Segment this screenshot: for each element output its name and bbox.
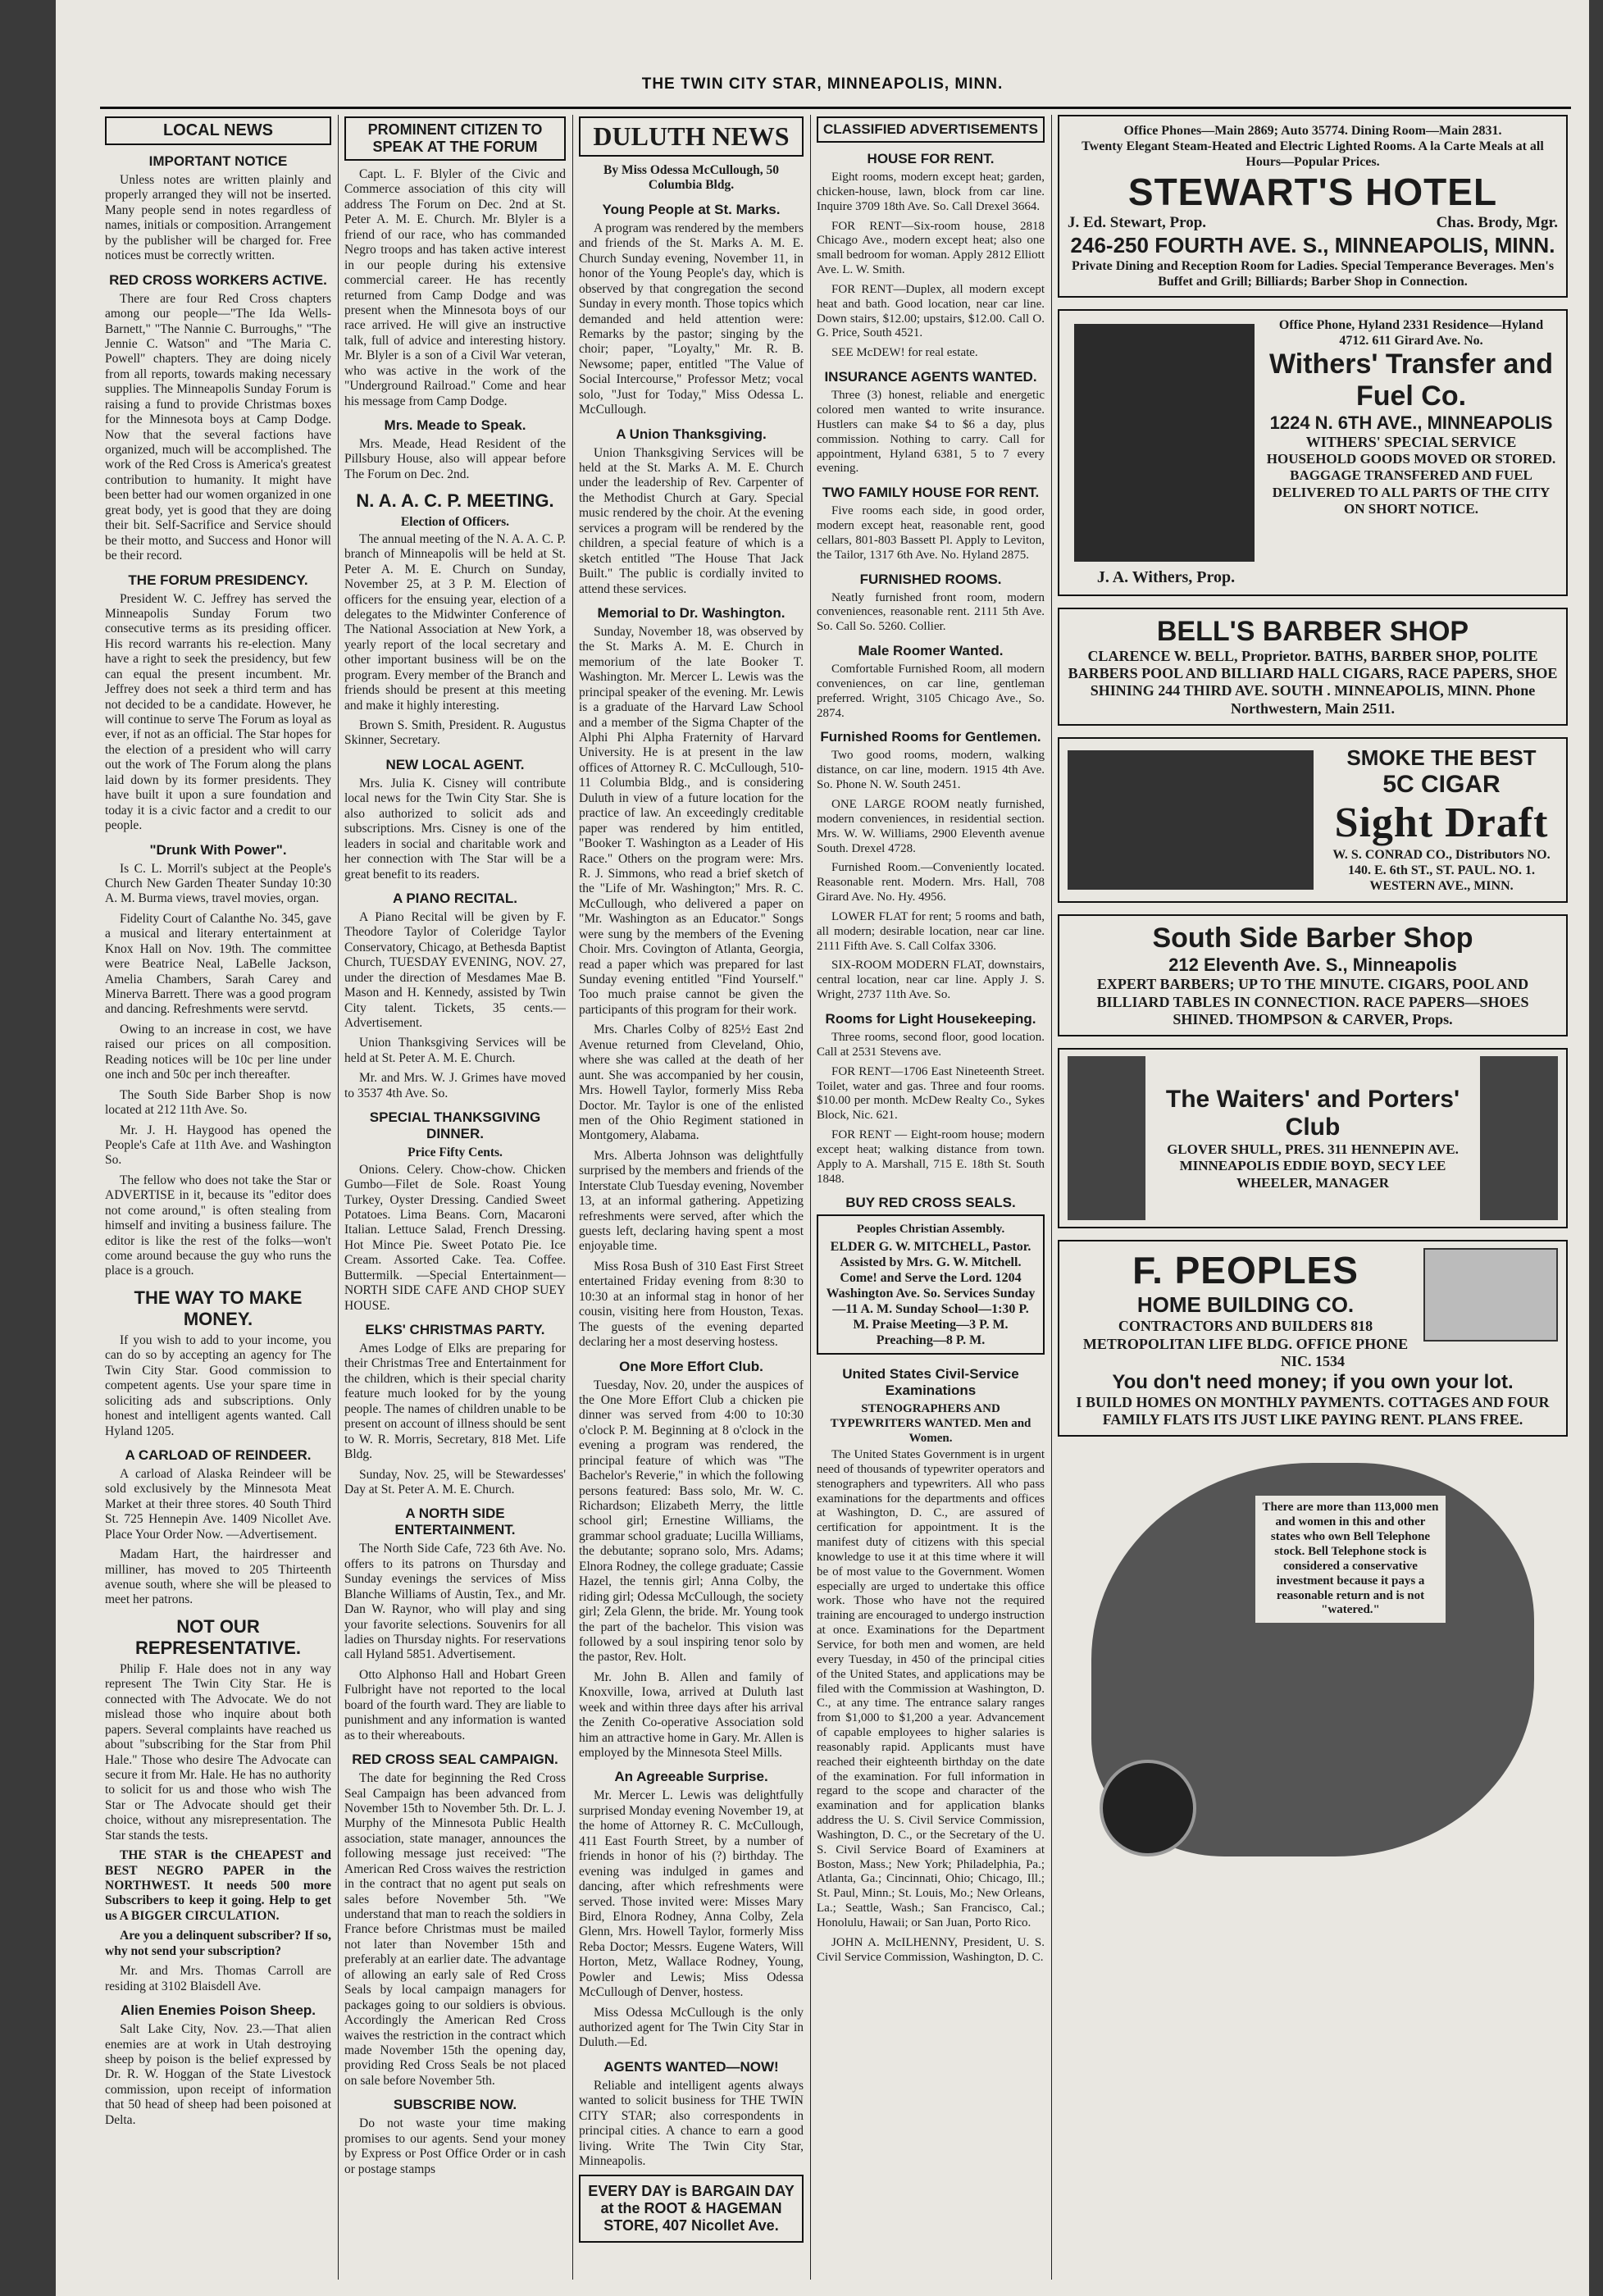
pointing-hand-image <box>1091 1463 1534 1856</box>
ad-service: WITHERS' SPECIAL SERVICE <box>1305 433 1517 450</box>
headline: Young People at St. Marks. <box>602 201 781 217</box>
article-text: Brown S. Smith, President. R. Augustus Skinner, Secretary. <box>344 718 566 748</box>
section-header: CLASSIFIED ADVERTISEMENTS <box>817 116 1045 143</box>
bargain-ad: EVERY DAY is BARGAIN DAY at the ROOT & HAGEMAN STORE, 407 Nicollet Ave. <box>579 2175 804 2243</box>
subheadline: STENOGRAPHERS AND TYPEWRITERS WANTED. Men and Women. <box>830 1402 1031 1446</box>
classified-text: FOR RENT — Eight-room house; modern except heat; walking distance from town. Apply to A. Marshall, 715 E. 18th St. South 1848. <box>817 1128 1045 1186</box>
headline: "Drunk With Power". <box>149 841 287 858</box>
article-text: President W. C. Jeffrey has served the Minneapolis Sunday Forum two consecutive terms as its presiding officer. His record warrants his re-election. Many have a right to seek the presidency, but few can equal the present incumbent. Mr. Jeffrey does not seek a third term and has not decided to be a candidate. However, he will continue to serve The Forum as loyal as ever, if not as an official. The Star hopes for the election of a president who will carry out the work of The Forum along the plans laid down by its former presidents. They have built it upon a sure foundation and today it is a civic factor and a credit to our people. <box>105 591 331 833</box>
classified-text: Comfortable Furnished Room, all modern conveniences, on car line, gentleman preferred. Wright, 3105 Chicago Ave., So. 2874. <box>817 663 1045 720</box>
article-text: Mr. J. H. Haygood has opened the People's Cafe at 11th Ave. and Washington So. <box>105 1123 331 1168</box>
ad-title: Peoples Christian Assembly. <box>856 1223 1005 1237</box>
article-text: Mr. Mercer L. Lewis was delightfully surprised Monday evening November 19, at the home of Attorney R. C. McCullough, 411 East Fourth Street, by a number of friends in honor of his (?) birthday. The evening was indulged in games and dancing, after which refreshments were served. Those invited were: Misses Mary Bird, Elnora Rodney, Anna Colby, Zela Glenn, Mrs. Howell Taylor, formerly Miss Reba Doctor; Messrs. Eugene Waters, Will Horton, Metz, Wallace Rodney, Young, Powler and Lewis; Miss Odessa McCullough of Denver, hostess. <box>579 1788 804 2000</box>
headline: RED CROSS WORKERS ACTIVE. <box>109 271 327 288</box>
headline: RED CROSS SEAL CAMPAIGN. <box>352 1752 558 1768</box>
article-text: Sunday, Nov. 25, will be Stewardesses' Day at St. Peter A. M. E. Church. <box>344 1467 566 1496</box>
column-divider <box>338 115 339 2280</box>
waiter-figure-image <box>1068 1056 1145 1220</box>
ad-text: CLARENCE W. BELL, Proprietor. BATHS, BARBER SHOP, POLITE BARBERS POOL AND BILLIARD HALL CIGARS, RACE PAPERS, SHOE SHINING 244 THIRD AVE. SOUTH . MINNEAPOLIS, MINN. Phone Northwestern, Main 2511. <box>1068 647 1558 717</box>
headline: IMPORTANT NOTICE <box>148 153 288 169</box>
column-forum <box>344 115 566 2280</box>
ad-title: F. PEOPLES <box>1132 1249 1359 1292</box>
classified-text: SEE McDEW! for real estate. <box>831 346 978 360</box>
article-text: Mr. and Mrs. W. J. Grimes have moved to 3537 4th Ave. So. <box>344 1071 566 1100</box>
article-text: A carload of Alaska Reindeer will be sold exclusively by the Minnesota Meat Market at their three stores. 40 South Third St. 725 Hennepin Ave. 1409 Nicollet Ave. Place Your Order Now. —Advertisement. <box>105 1466 331 1542</box>
stewart-hotel-ad <box>1058 115 1568 298</box>
column-classified <box>817 115 1045 2280</box>
ad-subtitle: HOME BUILDING CO. <box>1136 1292 1355 1318</box>
classified-text: Eight rooms, modern except heat; garden, chicken-house, lawn, block from car line. Inquire 3709 18th Ave. So. Call Drexel 3664. <box>817 171 1045 213</box>
ad-tagline: Twenty Elegant Steam-Heated and Electric Lighted Rooms. A la Carte Meals at all Hours—Popular Prices. <box>1082 139 1544 170</box>
classified-text: Two good rooms, modern, walking distance, on car line, modern. 1915 4th Ave. So. Phone N. W. South 2451. <box>817 749 1045 792</box>
article-text: Capt. L. F. Blyler of the Civic and Commerce association of this city will address The Forum on Dec. 2nd at St. Peter A. M. E. Church. Mr. Blyler is a friend of our race, who has commanded Negro troops and has taken active interest in our people during his extensive commercial career. He has recently returned from Camp Dodge and was present when the Minnesota boys of our race arrived. He will give an instructive talk, full of advice and interesting history. Mr. Blyler is a son of a Civil War veteran, who was active in the work of the "Underground Railroad." Come and hear his message from Camp Dodge. <box>344 167 566 408</box>
classified-text: Furnished Room.—Conveniently located. Reasonable rent. Modern. Mrs. Hall, 708 Girard Ave. No. Hy. 4956. <box>817 861 1045 904</box>
portrait-image <box>1074 324 1255 562</box>
article-text: JOHN A. McILHENNY, President, U. S. Civil Service Commission, Washington, D. C. <box>817 1935 1045 1964</box>
newspaper-page <box>56 0 1589 2296</box>
headline: ELKS' CHRISTMAS PARTY. <box>365 1322 545 1337</box>
ad-address: 212 Eleventh Ave. S., Minneapolis <box>1168 954 1457 976</box>
headline: BUY RED CROSS SEALS. <box>845 1195 1016 1211</box>
bells-barber-ad <box>1058 608 1568 727</box>
ad-proprietor: J. Ed. Stewart, Prop. <box>1068 214 1207 232</box>
classified-text: Five rooms each side, in good order, modern except heat, reasonable rent, good cellars, 801-803 Bassett Pl. Apply to Leviton, the Tailor, 1317 6th Ave. No. Hyland 2875. <box>817 504 1045 562</box>
classified-text: ONE LARGE ROOM neatly furnished, modern conveniences, in residential section. Mrs. W. W. Williams, 2900 Eleventh avenue South. Drexel 4728. <box>817 798 1045 855</box>
headline: Alien Enemies Poison Sheep. <box>120 2002 317 2019</box>
ad-manager: Chas. Brody, Mgr. <box>1436 214 1558 232</box>
ad-text: W. S. CONRAD CO., Distributors NO. 140. E. 6th ST., ST. PAUL. NO. 1. WESTERN AVE., MINN. <box>1332 848 1551 894</box>
ad-text: EXPERT BARBERS; UP TO THE MINUTE. CIGARS, POOL AND BILLIARD TABLES IN CONNECTION. RACE PAPERS—SHOES SHINED. THOMPSON & CARVER, Props. <box>1096 976 1529 1027</box>
article-text: The fellow who does not take the Star or ADVERTISE in it, because its "editor does not come around," is often stealing from himself and inviting a business failure. The editor is like the rest of the folks—won't come around because the guy who runs the place is a grouch. <box>105 1173 331 1278</box>
ad-phones: Office Phone, Hyland 2331 Residence—Hyland 4712. 611 Girard Ave. No. <box>1278 317 1544 348</box>
article-text: Is C. L. Morril's subject at the People's Church New Garden Theater Sunday 10:30 A. M. Burma views, travel movies, organ. <box>105 861 331 906</box>
article-text: Mrs. Charles Colby of 825½ East 2nd Avenue returned from Cleveland, Ohio, where she was called at the death of her aunt. She was accompanied by her cousin, Mrs. Howell Taylor, formerly Miss Reba Doctor. Mr. Taylor is one of the enlisted men of the Ohio Regiment stationed in Montgomery, Alabama. <box>579 1023 804 1143</box>
headline: Mrs. Meade to Speak. <box>384 417 526 433</box>
classified-text: FOR RENT—1706 East Nineteenth Street. Toilet, water and gas. Three and four rooms. $10.00 per month. McDew Realty Co., Sykes Block, Nic. 621. <box>817 1064 1045 1123</box>
ad-text: ELDER G. W. MITCHELL, Pastor. Assisted by Mrs. G. W. Mitchell. Come! and Serve the Lord. 1204 Washington Ave. So. Services Sunday—11 A. M. Sunday School—1:30 P. M. Praise Meeting—3 P. M. Preaching—8 P. M. <box>826 1240 1036 1348</box>
article-text: Otto Alphonso Hall and Hobart Green Fulbright have not reported to the local board of the fourth ward. They are liable to punishment and any information is wanted as to their whereabouts. <box>344 1667 566 1742</box>
subheadline: Price Fifty Cents. <box>408 1146 503 1160</box>
masthead-rule <box>100 107 1571 109</box>
bell-system-logo-icon <box>1100 1760 1196 1856</box>
bell-telephone-ad <box>1058 1448 1568 1871</box>
article-text: Mr. John B. Allen and family of Knoxville, Iowa, arrived at Duluth last week and within three days after his arrival the Zenith Co-operative Association sold him an attractive home in Gary. Mr. Allen is employed by the Minnesota Steel Mills. <box>579 1670 804 1760</box>
ad-text: HOUSEHOLD GOODS MOVED OR STORED. BAGGAGE TRANSFERED AND FUEL DELIVERED TO ALL PARTS OF THE CITY ON SHORT NOTICE. <box>1266 451 1556 517</box>
article-text: Fidelity Court of Calanthe No. 345, gave a musical and literary entertainment at Knox Hall on Nov. 19th. The committee were Beatrice Neal, LaBelle Jackson, Amelia Chambers, Sarah Carey and Minerva Barrett. There was a good program and dancing. Refreshments were servtd. <box>105 911 331 1017</box>
column-divider <box>810 115 811 2280</box>
headline: NEW LOCAL AGENT. <box>385 756 525 772</box>
article-text: Salt Lake City, Nov. 23.—That alien enemies are at work in Utah destroying sheep by poison is the belief expressed by Dr. R. W. Hoggan of the State Livestock commission, upon receipt of information that 50 head of sheep had been poisoned at Delta. <box>105 2022 331 2127</box>
article-text: A Piano Recital will be given by F. Theodore Taylor of Coleridge Taylor Conservatory, Chicago, at Bethesda Baptist Church, TUESDAY EVENING, NOV. 27, under the direction of Mesdames Mae B. Mason and H. Kennedy, assisted by Twin City talent. Tickets, 35 cents.—Advertisement. <box>344 909 566 1030</box>
headline: A PIANO RECITAL. <box>392 890 518 906</box>
article-text: The date for beginning the Red Cross Seal Campaign has been advanced from November 15th to November 5th. Dr. L. J. Murphy of the Minnesota Public Health association, state manager, announces the following message just received: "The American Red Cross waives the restriction in the contract that no agent put seals on sales before November 5th. "We understand that man to reach the soldiers in France before Christmas must be mailed not later than November 15th and preferably at an earlier date. The advantage of allowing an early sale of Red Cross Seals by local campaign managers for packages going to our soldiers is obvious. Accordingly the American Red Cross waives the restriction in the contract which made November 15th the opening day, providing Red Cross Seals be not placed on sale before November 5th. <box>344 1771 566 2088</box>
headline: SPECIAL THANKSGIVING DINNER. <box>369 1109 541 1142</box>
article-text: Madam Hart, the hairdresser and milliner, has moved to 205 Thirteenth avenue south, where she will be pleased to meet her patrons. <box>105 1547 331 1607</box>
article-text: Mrs. Julia K. Cisney will contribute local news for the Twin City Star. She is also authorized to solicit ads and subscriptions. Mrs. Cisney is one of the leaders in social and charitable work and her connection with The Star will be a great benefit to its readers. <box>344 776 566 882</box>
classified-text: FOR RENT—Six-room house, 2818 Chicago Ave., modern except heat; also one small bedroom for woman. Apply 2812 Elliott Ave. L. W. Smith. <box>817 219 1045 277</box>
article-text: Are you a delinquent subscriber? If so, why not send your subscription? <box>105 1929 331 1958</box>
ad-title: The Waiters' and Porters' Club <box>1165 1086 1460 1141</box>
column-duluth-news <box>579 115 804 2280</box>
cigar-box-image <box>1068 750 1314 890</box>
withers-transfer-ad <box>1058 309 1568 596</box>
article-text: Tuesday, Nov. 20, under the auspices of the One More Effort Club a chicken pie dinner was served from 4:00 to 10:30 o'clock P. M. Beginning at 8 o'clock in the evening a program was rendered, the principal feature of which was "The Bachelor's Reverie," in which the following persons featured: Bass solo, Mr. W. C. Richardson; Elizabeth Merry, the little school girl; Ernestine Williams, the grammar school graduate; Lucilla Williams, the debutante; soprano solo, Mrs. Adams; Elnora Rodney, the college graduate; Cassie Hazel, the tennis girl; Anna Colby, the riding girl; Odessa McCullough, the society girl; Zela Glenn, the bride. Mr. Young took the part of the bachelor. This vision was followed by a soul inspiring tenor solo by the pastor, Rev. Holt. <box>579 1378 804 1665</box>
article-text: A program was rendered by the members and friends of the St. Marks A. M. E. Church Sunday evening, November 11, in honor of the Young People's day, which is observed by that congregation the second Sunday in every month. Those topics which demanded and held attention were: Remarks by the pastor; singing by the choir; paper, "Loyalty," Mr. R. B. Newsome; paper, entitled "The Value of Social Intercourse," Professor Metz; vocal solo, "Just for Today," Miss Odessa L. McCullough. <box>579 221 804 417</box>
headline: One More Effort Club. <box>619 1358 763 1374</box>
classified-text: LOWER FLAT for rent; 5 rooms and bath, all modern; desirable location, near car line. 2111 Fifth Ave. S. Call Colfax 3306. <box>817 909 1045 953</box>
article-text: Owing to an increase in cost, we have raised our prices on all composition. Reading notices will be 10c per line under one inch and 50c per inch thereafter. <box>105 1022 331 1082</box>
ad-address: 1224 N. 6TH AVE., MINNEAPOLIS <box>1269 412 1553 433</box>
headline: United States Civil-Service Examinations <box>842 1366 1019 1399</box>
ad-title: BELL'S BARBER SHOP <box>1156 615 1469 647</box>
house-image <box>1423 1248 1558 1342</box>
article-text: If you wish to add to your income, you can do so by accepting an agency for The Twin City Star. Good commission to competent agents. Use your spare time in soliciting ads and subscriptions. Only honest and intelligent agents wanted. Call Hyland 1205. <box>105 1332 331 1438</box>
column-divider <box>572 115 573 2280</box>
headline: THE WAY TO MAKE MONEY. <box>134 1287 303 1329</box>
classified-text: FOR RENT—Duplex, all modern except heat and bath. Good location, near car line. Down stairs, $12.00; upstairs, $12.00. Call O. G. Price, South 4521. <box>817 282 1045 340</box>
ad-text: CONTRACTORS AND BUILDERS 818 METROPOLITAN LIFE BLDG. OFFICE PHONE NIC. 1534 <box>1082 1318 1409 1370</box>
ad-price: 5C CIGAR <box>1382 771 1501 799</box>
ad-text: There are more than 113,000 men and women in this and other states who own Bell Telephone stock. Bell Telephone stock is considered a conservative investment because it pays a reasonable return and is not "watered." <box>1255 1496 1446 1623</box>
masthead: THE TWIN CITY STAR, MINNEAPOLIS, MINN. <box>641 75 1004 93</box>
classified-text: Three rooms, second floor, good location. Call at 2531 Stevens ave. <box>817 1030 1045 1059</box>
headline: A CARLOAD OF REINDEER. <box>125 1446 312 1463</box>
headline: A Union Thanksgiving. <box>616 426 767 442</box>
article-text: Philip F. Hale does not in any way represent The Twin City Star. He is connected with The Advocate. We do not mislead those who inquire about both papers. Several complaints have reached us about "subscribing for the Star from Phil Hale." Those who desire The Advocate can secure it from Mr. Hale. He has no authority to solicit for us and those who wish The Star or The Advocate should get their choice, without any misrepresentation. The Star stands the tests. <box>105 1661 331 1843</box>
section-header: LOCAL NEWS <box>105 116 331 145</box>
article-text: Mrs. Alberta Johnson was delightfully surprised by the members and friends of the Interstate Club Tuesday evening, November 13, at an informal gathering. Appetizing refreshments were served, after which the guests left, declaring having spent a most enjoyable time. <box>579 1148 804 1254</box>
menu-text: Onions. Celery. Chow-chow. Chicken Gumbo—Filet de Sole. Roast Young Turkey, Oyster Dressing. Candied Sweet Potatoes. Lima Beans. Corn, Macaroni Italian. Lettuce Salad, French Dressing. Hot Mince Pie. Sweet Potato Pie. Ice Cream. Assorted Cake. Tea. Coffee. Buttermilk. —Special Entertainment— NORTH SIDE CAFE AND CHOP SUEY HOUSE. <box>344 1162 566 1313</box>
headline: An Agreeable Surprise. <box>614 1769 768 1785</box>
ad-proprietor: J. A. Withers, Prop. <box>1096 567 1236 586</box>
article-text: The South Side Barber Shop is now located at 212 11th Ave. So. <box>105 1087 331 1118</box>
ad-title: South Side Barber Shop <box>1152 922 1473 954</box>
headline: INSURANCE AGENTS WANTED. <box>824 369 1037 385</box>
article-text: Do not waste your time making promises to our agents. Send your money by Express or Post Office Order or in cash or postage stamps <box>344 2116 566 2176</box>
article-text: The North Side Cafe, 723 6th Ave. No. offers to its patrons on Thursday and Sunday evenings the services of Miss Blanche Williams of Austin, Tex., and Mr. Dan W. Raynor, who will play and sing your favorite selections. Souvenirs for all ladies on Thursday nights. For reservations call Hyland 5851. Advertisement. <box>344 1542 566 1662</box>
article-text: Ames Lodge of Elks are preparing for their Christmas Tree and Entertainment for the children, which is their special charity feature much looked for by the young people. The names of children unable to be present on account of illness should be sent to W. R. Morris, Secretary, 818 Met. Life Bldg. <box>344 1342 566 1462</box>
subheadline: Election of Officers. <box>400 515 510 530</box>
ad-tagline: SMOKE THE BEST <box>1346 745 1537 771</box>
section-header: DULUTH NEWS <box>579 116 804 157</box>
classified-text: Three (3) honest, reliable and energetic colored men wanted to write insurance. Hustlers can make $4 to $6 a day, plus commission. Nothing to carry. Call for appointment, Hyland 6381, 5 to 7 every evening. <box>817 389 1045 476</box>
section-header: PROMINENT CITIZEN TO SPEAK AT THE FORUM <box>344 116 566 161</box>
article-text: Union Thanksgiving Services will be held at St. Peter A. M. E. Church. <box>344 1036 566 1065</box>
headline: Furnished Rooms for Gentlemen. <box>820 729 1041 745</box>
article-text: Union Thanksgiving Services will be held at the St. Marks A. M. E. Church under the leadership of Rev. Carpenter of the Methodist Church at Gary. Special music rendered by the choir. At the evening services a program will be rendered by the children, a special feature of which is a sketch entitled "The House That Jack Built." The public is cordially invited to attend these services. <box>579 445 804 596</box>
assembly-ad <box>817 1214 1045 1355</box>
ad-text: GLOVER SHULL, PRES. 311 HENNEPIN AVE. MINNEAPOLIS EDDIE BOYD, SECY LEE WHEELER, MANAGER <box>1167 1141 1459 1191</box>
peoples-home-building-ad <box>1058 1240 1568 1437</box>
headline: A NORTH SIDE ENTERTAINMENT. <box>394 1506 516 1538</box>
sight-draft-cigar-ad <box>1058 737 1568 903</box>
article-text: Reliable and intelligent agents always wanted to solicit business for THE TWIN CITY STAR; also correspondents in principal cities. A chance to earn a good living. Write The Twin City Star, Minneapolis. <box>579 2078 804 2169</box>
article-text: Unless notes are written plainly and properly arranged they will not be inserted. Many people send in notes regardless of names, initials or composition. Arrangement by the publisher will be charged for. Free notices must be correctly written. <box>105 173 331 263</box>
waiters-porters-club-ad <box>1058 1048 1568 1228</box>
headline: Rooms for Light Housekeeping. <box>825 1010 1036 1027</box>
headline: Male Roomer Wanted. <box>858 643 1004 659</box>
article-text: Sunday, November 18, was observed by the St. Marks A. M. E. Church in memorium of the late Booker T. Washington. Mr. Mercer L. Lewis was the principal speaker of the evening. Mr. Lewis is a graduate of the Harvard Law School and a member of the Sigma Chapter of the Alphi Phi Alpha Fraternity of Harvard University. He is at present in the law offices of Attorney R. C. McCullough, 510-11 Columbia Bldg., and is considering Duluth in view of a future location for the practice of law. An exceedingly creditable paper was rendered by him entitled, "Booker T. Washington as a Leader of His Race." Others on the program were: Mrs. R. J. Simmons, who read a brief sketch of the "Life of Mr. Washington;" Mrs. R. C. McCullough, who delivered a paper on "Mr. Washington as an Educator." Songs were sung by the members of the Evening Choir. Mrs. Covington of Atlanta, Georgia, read a paper which was prepared for last Sunday evening entitled "Find Yourself." Too much praise cannot be given the participants of this program for their work. <box>579 624 804 1017</box>
article-text: The United States Government is in urgent need of thousands of typewriter operators and stenographers and typewriters. All who pass examinations for the departments and offices at Washington, D. C., are assured of certification for appointment. It is the manifest duty of citizens with this special knowledge to use it at this time where it will be of most value to the Government. Women especially are urged to undertake this office work. Those who have not the required training are encouraged to undergo instruction at once. Examinations for the Department Service, for both men and women, are held every Tuesday, in 450 of the principal cities of the United States, and applications may be filed with the Commission at Washington, D. C., at any time. The entrance salary ranges from $1,000 to $1,200 a year. Advancement of capable employees to higher salaries is reasonably rapid. Applicants must have reached their eighteenth birthday on the date of the examination. For full information in regard to the scope and character of the examination and for application blanks address the U. S. Civil Service Commission, Washington, D. C., or the Secretary of the U. S. Civil Service Board of Examiners at Boston, Mass.; New York; Philadelphia, Pa.; Atlanta, Ga.; Cincinnati, Ohio; Chicago, Ill.; St. Paul, Minn.; St. Louis, Mo.; New Orleans, La.; Seattle, Wash.; San Francisco, Cal.; Honolulu, Hawaii; or San Juan, Porto Rico. <box>817 1448 1045 1929</box>
column-divider <box>1051 115 1052 2280</box>
ad-title: STEWART'S HOTEL <box>1127 171 1498 214</box>
column-local-news <box>105 115 331 2280</box>
article-text: There are four Red Cross chapters among our people—"The Ida Wells-Barnett," "The Nannie C. Burroughs," "The Jennie C. Watson" and "The Maria C. Powell" chapters. They are doing nicely from all reports, towards making necessary supplies. The Minneapolis Sunday Forum is raising a fund to provide Christmas boxes for the Minnesota boys at Camp Dodge. Now that the several factions have organized, much will be accomplished. The work of the Red Cross is America's greatest contribution to humanity. It might have been better had our women organized in one great body, yet is good that they are doing their bit. Self-Sacrifice and Service should be their motto, and Success and Honor will be their record. <box>105 291 331 563</box>
article-text: Miss Rosa Bush of 310 East First Street entertained Friday evening from 8:30 to 10:30 at an informal stag in honor of her cousin, visiting here from Houston, Texas. The guests of the evening departed declaring her a most deserving hostess. <box>579 1259 804 1350</box>
classified-text: Neatly furnished front room, modern conveniences, reasonable rent. 2111 5th Ave. So. Call So. 5260. Collier. <box>817 590 1045 634</box>
ad-address: 246-250 FOURTH AVE. S., MINNEAPOLIS, MINN. <box>1070 232 1555 257</box>
classified-text: SIX-ROOM MODERN FLAT, downstairs, central location, near car line. Apply J. S. Wright, 2737 11th Ave. So. <box>817 959 1045 1002</box>
headline: HOUSE FOR RENT. <box>867 151 995 166</box>
ad-title: Sight Draft <box>1334 800 1549 847</box>
south-side-barber-ad <box>1058 914 1568 1036</box>
article-text: THE STAR is the CHEAPEST and BEST NEGRO PAPER in the NORTHWEST. It needs 500 more Subscribers to keep it going. Help to get us A BIGGER CIRCULATION. <box>105 1848 331 1923</box>
ad-text: I BUILD HOMES ON MONTHLY PAYMENTS. COTTAGES AND FOUR FAMILY FLATS ITS JUST LIKE PAYING RENT. PLANS FREE. <box>1076 1393 1550 1428</box>
article-text: Miss Odessa McCullough is the only authorized agent for The Twin City Star in Duluth.—Ed. <box>579 2005 804 2050</box>
article-text: Mrs. Meade, Head Resident of the Pillsbury House, also will appear before The Forum on Dec. 2nd. <box>344 437 566 481</box>
headline: SUBSCRIBE NOW. <box>393 2097 517 2113</box>
headline: TWO FAMILY HOUSE FOR RENT. <box>822 485 1040 501</box>
ad-phones: Office Phones—Main 2869; Auto 35774. Dining Room—Main 2831. <box>1123 124 1502 138</box>
ad-text: Private Dining and Reception Room for Ladies. Special Temperance Beverages. Men's Buffet and Grill; Billiards; Barber Shop in Connection. <box>1071 258 1555 289</box>
headline: AGENTS WANTED—NOW! <box>603 2058 779 2075</box>
byline: By Miss Odessa McCullough, 50 Columbia Bldg. <box>603 163 779 193</box>
ad-title: Withers' Transfer and Fuel Co. <box>1269 348 1553 412</box>
article-text: The annual meeting of the N. A. A. C. P. branch of Minneapolis will be held at St. Peter A. M. E. Church on Sunday, November 25, at 3 P. M. Election of officers for the ensuing year, election of a delegates to the Midwinter Conference of The National Association at New York, a yearly report of the local secretary and other important business will be on the program. Every member of the Branch and friends should be present at this meeting and make it highly interesting. <box>344 531 566 713</box>
headline: Memorial to Dr. Washington. <box>597 604 786 621</box>
headline: THE FORUM PRESIDENCY. <box>128 572 308 588</box>
headline: N. A. A. C. P. MEETING. <box>356 490 554 512</box>
column-ads <box>1058 115 1568 2280</box>
ad-headline: You don't need money; if you own your lot. <box>1112 1370 1514 1393</box>
porter-figure-image <box>1480 1056 1558 1220</box>
headline: NOT OUR REPRESENTATIVE. <box>134 1615 302 1658</box>
article-text: Mr. and Mrs. Thomas Carroll are residing at 3102 Blaisdell Ave. <box>105 1964 331 1993</box>
headline: FURNISHED ROOMS. <box>859 571 1002 587</box>
